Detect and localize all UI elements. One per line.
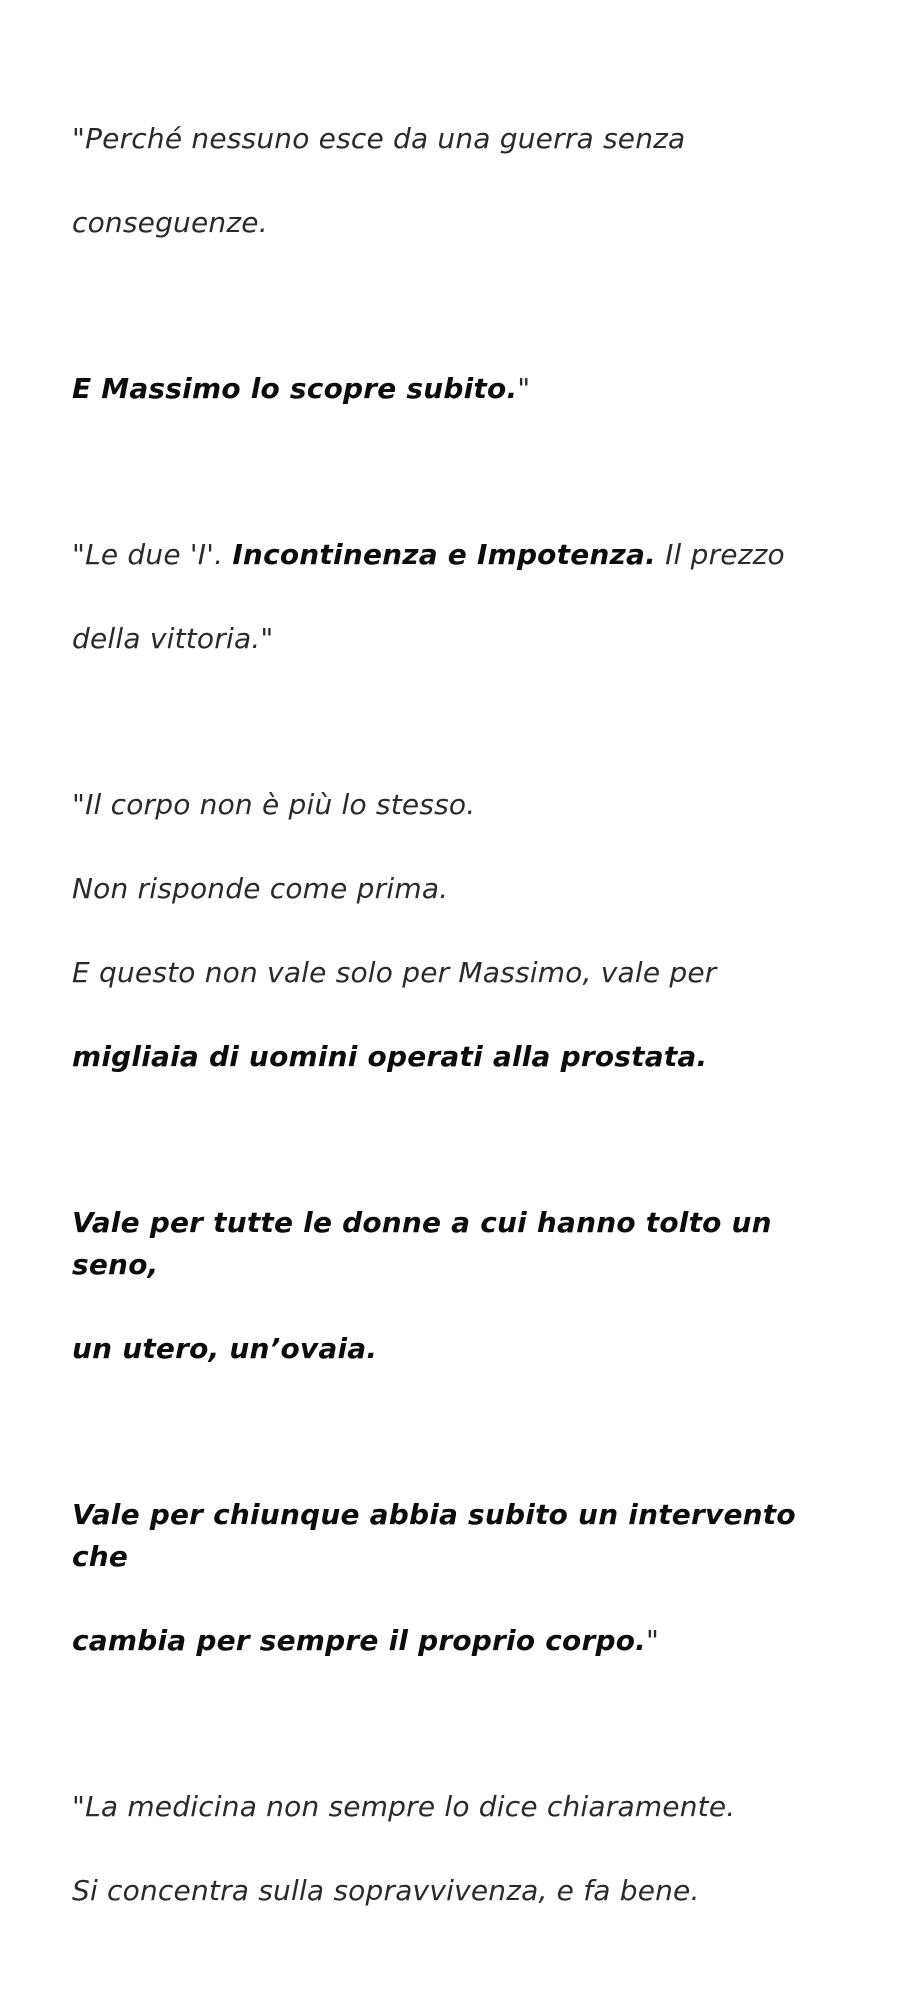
paragraph [72,1744,852,1954]
text-span: E questo non vale solo per Massimo, vale per [72,956,717,989]
text-span: "Il corpo non è più lo stesso. [72,788,476,821]
text-line [72,868,852,910]
text-document [72,76,852,1994]
text-span: conseguenze. [72,206,268,239]
text-span: "Perché nessuno esce da una guerra senza [72,122,686,155]
text-span: un utero, un’ovaia. [72,1332,378,1365]
paragraph [72,76,852,286]
text-span: Incontinenza e Impotenza. [232,538,656,571]
text-line [72,1620,852,1662]
text-line [72,368,852,410]
text-span: Non risponde come prima. [72,872,449,905]
text-line [72,534,852,576]
text-span: E Massimo lo scopre subito. [72,372,518,405]
paragraph [72,1452,852,1704]
paragraph [72,492,852,702]
text-span: Vale per tutte le donne a cui hanno tolto un seno, [72,1206,772,1281]
text-span: cambia per sempre il proprio corpo. [72,1624,646,1657]
text-line [72,1328,852,1370]
text-line [72,118,852,160]
text-span: Vale per chiunque abbia subito un intervento che [72,1498,796,1573]
text-line [72,952,852,994]
text-span: " [646,1624,660,1657]
text-line [72,1870,852,1912]
text-span: Il prezzo [655,538,785,571]
text-line [72,784,852,826]
text-span: migliaia di uomini operati alla prostata. [72,1040,708,1073]
paragraph [72,1160,852,1412]
paragraph [72,326,852,452]
paragraph [72,742,852,1120]
text-span: Si concentra sulla sopravvivenza, e fa bene. [72,1874,700,1907]
text-line [72,618,852,660]
text-span: "Le due 'I'. [72,538,233,571]
text-line [72,1494,852,1578]
text-span: "La medicina non sempre lo dice chiaramente. [72,1790,736,1823]
text-span: " [517,372,531,405]
text-span: della vittoria." [72,622,274,655]
text-line [72,1202,852,1286]
text-line [72,202,852,244]
text-line [72,1036,852,1078]
text-line [72,1786,852,1828]
